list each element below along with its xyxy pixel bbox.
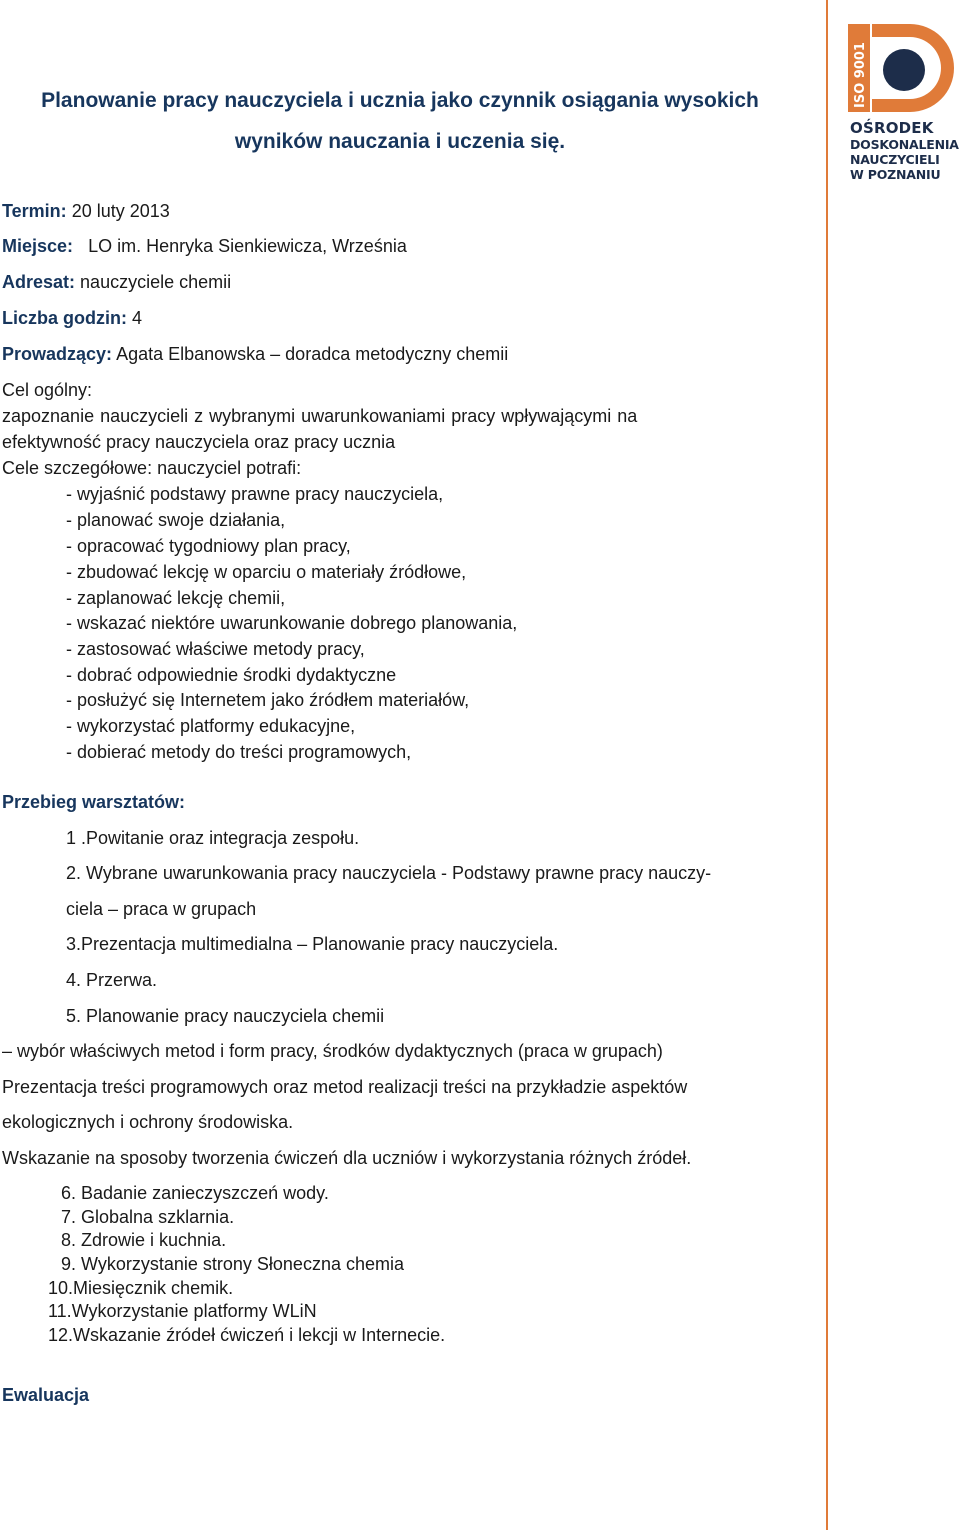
item-text: Wskazanie źródeł ćwiczeń i lekcji w Internecie. <box>73 1325 446 1345</box>
org-line-2: DOSKONALENIA <box>850 137 959 152</box>
objective-item: - opracować tygodniowy plan pracy, <box>66 536 351 556</box>
prowadzacy-row <box>2 344 508 365</box>
iso-logo-graphic <box>848 24 956 120</box>
item-number: 7. <box>60 1207 76 1227</box>
numbered-item <box>50 1230 226 1251</box>
objective-item: - dobierać metody do treści programowych, <box>66 742 412 762</box>
item-text: Zdrowie i kuchnia. <box>81 1230 227 1250</box>
iso-label: ISO 9001 <box>853 42 868 108</box>
objective-item: - zbudować lekcję w oparciu o materiały źródłowe, <box>66 562 467 582</box>
title-line-2: wyników nauczania i uczenia się. <box>234 130 566 153</box>
step-3: 3.Prezentacja multimedialna – Planowanie pracy nauczyciela. <box>66 934 559 954</box>
item-text: Globalna szklarnia. <box>81 1207 235 1227</box>
objective-item: - wykorzystać platformy edukacyjne, <box>66 716 356 736</box>
szczegolowe-heading: Cele szczegółowe: nauczyciel potrafi: <box>2 458 302 478</box>
miejsce-value: LO im. Henryka Sienkiewicza, Września <box>88 236 407 256</box>
ewaluacja-heading: Ewaluacja <box>2 1385 90 1405</box>
item-text: Miesięcznik chemik. <box>73 1278 234 1298</box>
prowadzacy-label: Prowadzący: <box>2 344 113 364</box>
adresat-row <box>2 272 231 293</box>
adresat-value: nauczyciele chemii <box>80 272 232 292</box>
numbered-item <box>48 1325 445 1346</box>
numbered-item <box>48 1278 233 1299</box>
item-number: 10. <box>48 1278 74 1298</box>
org-line-1: OŚRODEK <box>850 119 934 137</box>
org-name <box>850 119 959 182</box>
step-5-sub-3: Wskazanie na sposoby tworzenia ćwiczeń dla uczniów i wykorzystania różnych źródeł. <box>2 1148 692 1168</box>
termin-row <box>2 201 170 222</box>
item-number: 12. <box>48 1325 74 1345</box>
termin-value: 20 luty 2013 <box>71 201 170 221</box>
item-text: Wykorzystanie strony Słoneczna chemia <box>81 1254 404 1274</box>
item-text: Badanie zanieczyszczeń wody. <box>81 1183 329 1203</box>
step-1: 1 .Powitanie oraz integracja zespołu. <box>66 828 360 848</box>
objective-item: - wyjaśnić podstawy prawne pracy nauczyciela, <box>66 484 444 504</box>
page-divider-line <box>826 0 828 1530</box>
odn-logo <box>848 24 959 184</box>
objective-item: - zaplanować lekcję chemii, <box>66 588 286 608</box>
przebieg-heading: Przebieg warsztatów: <box>2 792 186 812</box>
godziny-value: 4 <box>132 308 143 328</box>
objective-item: - wskazać niektóre uwarunkowanie dobrego planowania, <box>66 613 518 633</box>
item-number: 11. <box>48 1301 72 1321</box>
org-line-4: W POZNANIU <box>850 167 941 182</box>
numbered-item <box>50 1183 329 1204</box>
numbered-item <box>50 1207 234 1228</box>
cel-text-line-1: zapoznanie nauczycieli z wybranymi uwarunkowaniami pracy wpływającymi na <box>2 406 638 426</box>
objective-item: - planować swoje działania, <box>66 510 286 530</box>
step-5-sub-2-line-1: Prezentacja treści programowych oraz metod realizacji treści na przykładzie aspektów <box>2 1077 688 1097</box>
document-title <box>0 80 800 162</box>
objective-item: - zastosować właściwe metody pracy, <box>66 639 365 659</box>
item-number: 9. <box>60 1254 76 1274</box>
title-line-1: Planowanie pracy nauczyciela i ucznia jako czynnik osiągania wysokich <box>41 89 759 112</box>
item-number: 8. <box>60 1230 76 1250</box>
logo-dot <box>883 49 925 91</box>
adresat-label: Adresat: <box>2 272 76 292</box>
godziny-label: Liczba godzin: <box>2 308 127 328</box>
numbered-item <box>50 1254 404 1275</box>
org-line-3: NAUCZYCIELI <box>850 152 940 167</box>
termin-label: Termin: <box>2 201 67 221</box>
objective-item: - dobrać odpowiednie środki dydaktyczne <box>66 665 397 685</box>
cel-heading: Cel ogólny: <box>2 380 93 400</box>
item-number: 6. <box>60 1183 76 1203</box>
step-4: 4. Przerwa. <box>66 970 158 990</box>
objective-item: - posłużyć się Internetem jako źródłem materiałów, <box>66 690 470 710</box>
miejsce-label: Miejsce: <box>2 236 74 256</box>
step-2-line-2: ciela – praca w grupach <box>66 899 257 919</box>
step-5: 5. Planowanie pracy nauczyciela chemii <box>66 1006 385 1026</box>
numbered-item <box>48 1301 317 1322</box>
item-text: Wykorzystanie platformy WLiN <box>71 1301 317 1321</box>
step-5-sub-2-line-2: ekologicznych i ochrony środowiska. <box>2 1112 294 1132</box>
godziny-row <box>2 308 142 329</box>
cel-text-line-2: efektywność pracy nauczyciela oraz pracy ucznia <box>2 432 396 452</box>
miejsce-row <box>2 236 407 257</box>
step-5-sub-1: – wybór właściwych metod i form pracy, środków dydaktycznych (praca w grupach) <box>2 1041 663 1061</box>
prowadzacy-value: Agata Elbanowska – doradca metodyczny chemii <box>116 344 509 364</box>
step-2-line-1: 2. Wybrane uwarunkowania pracy nauczyciela - Podstawy prawne pracy nauczy- <box>66 863 712 883</box>
